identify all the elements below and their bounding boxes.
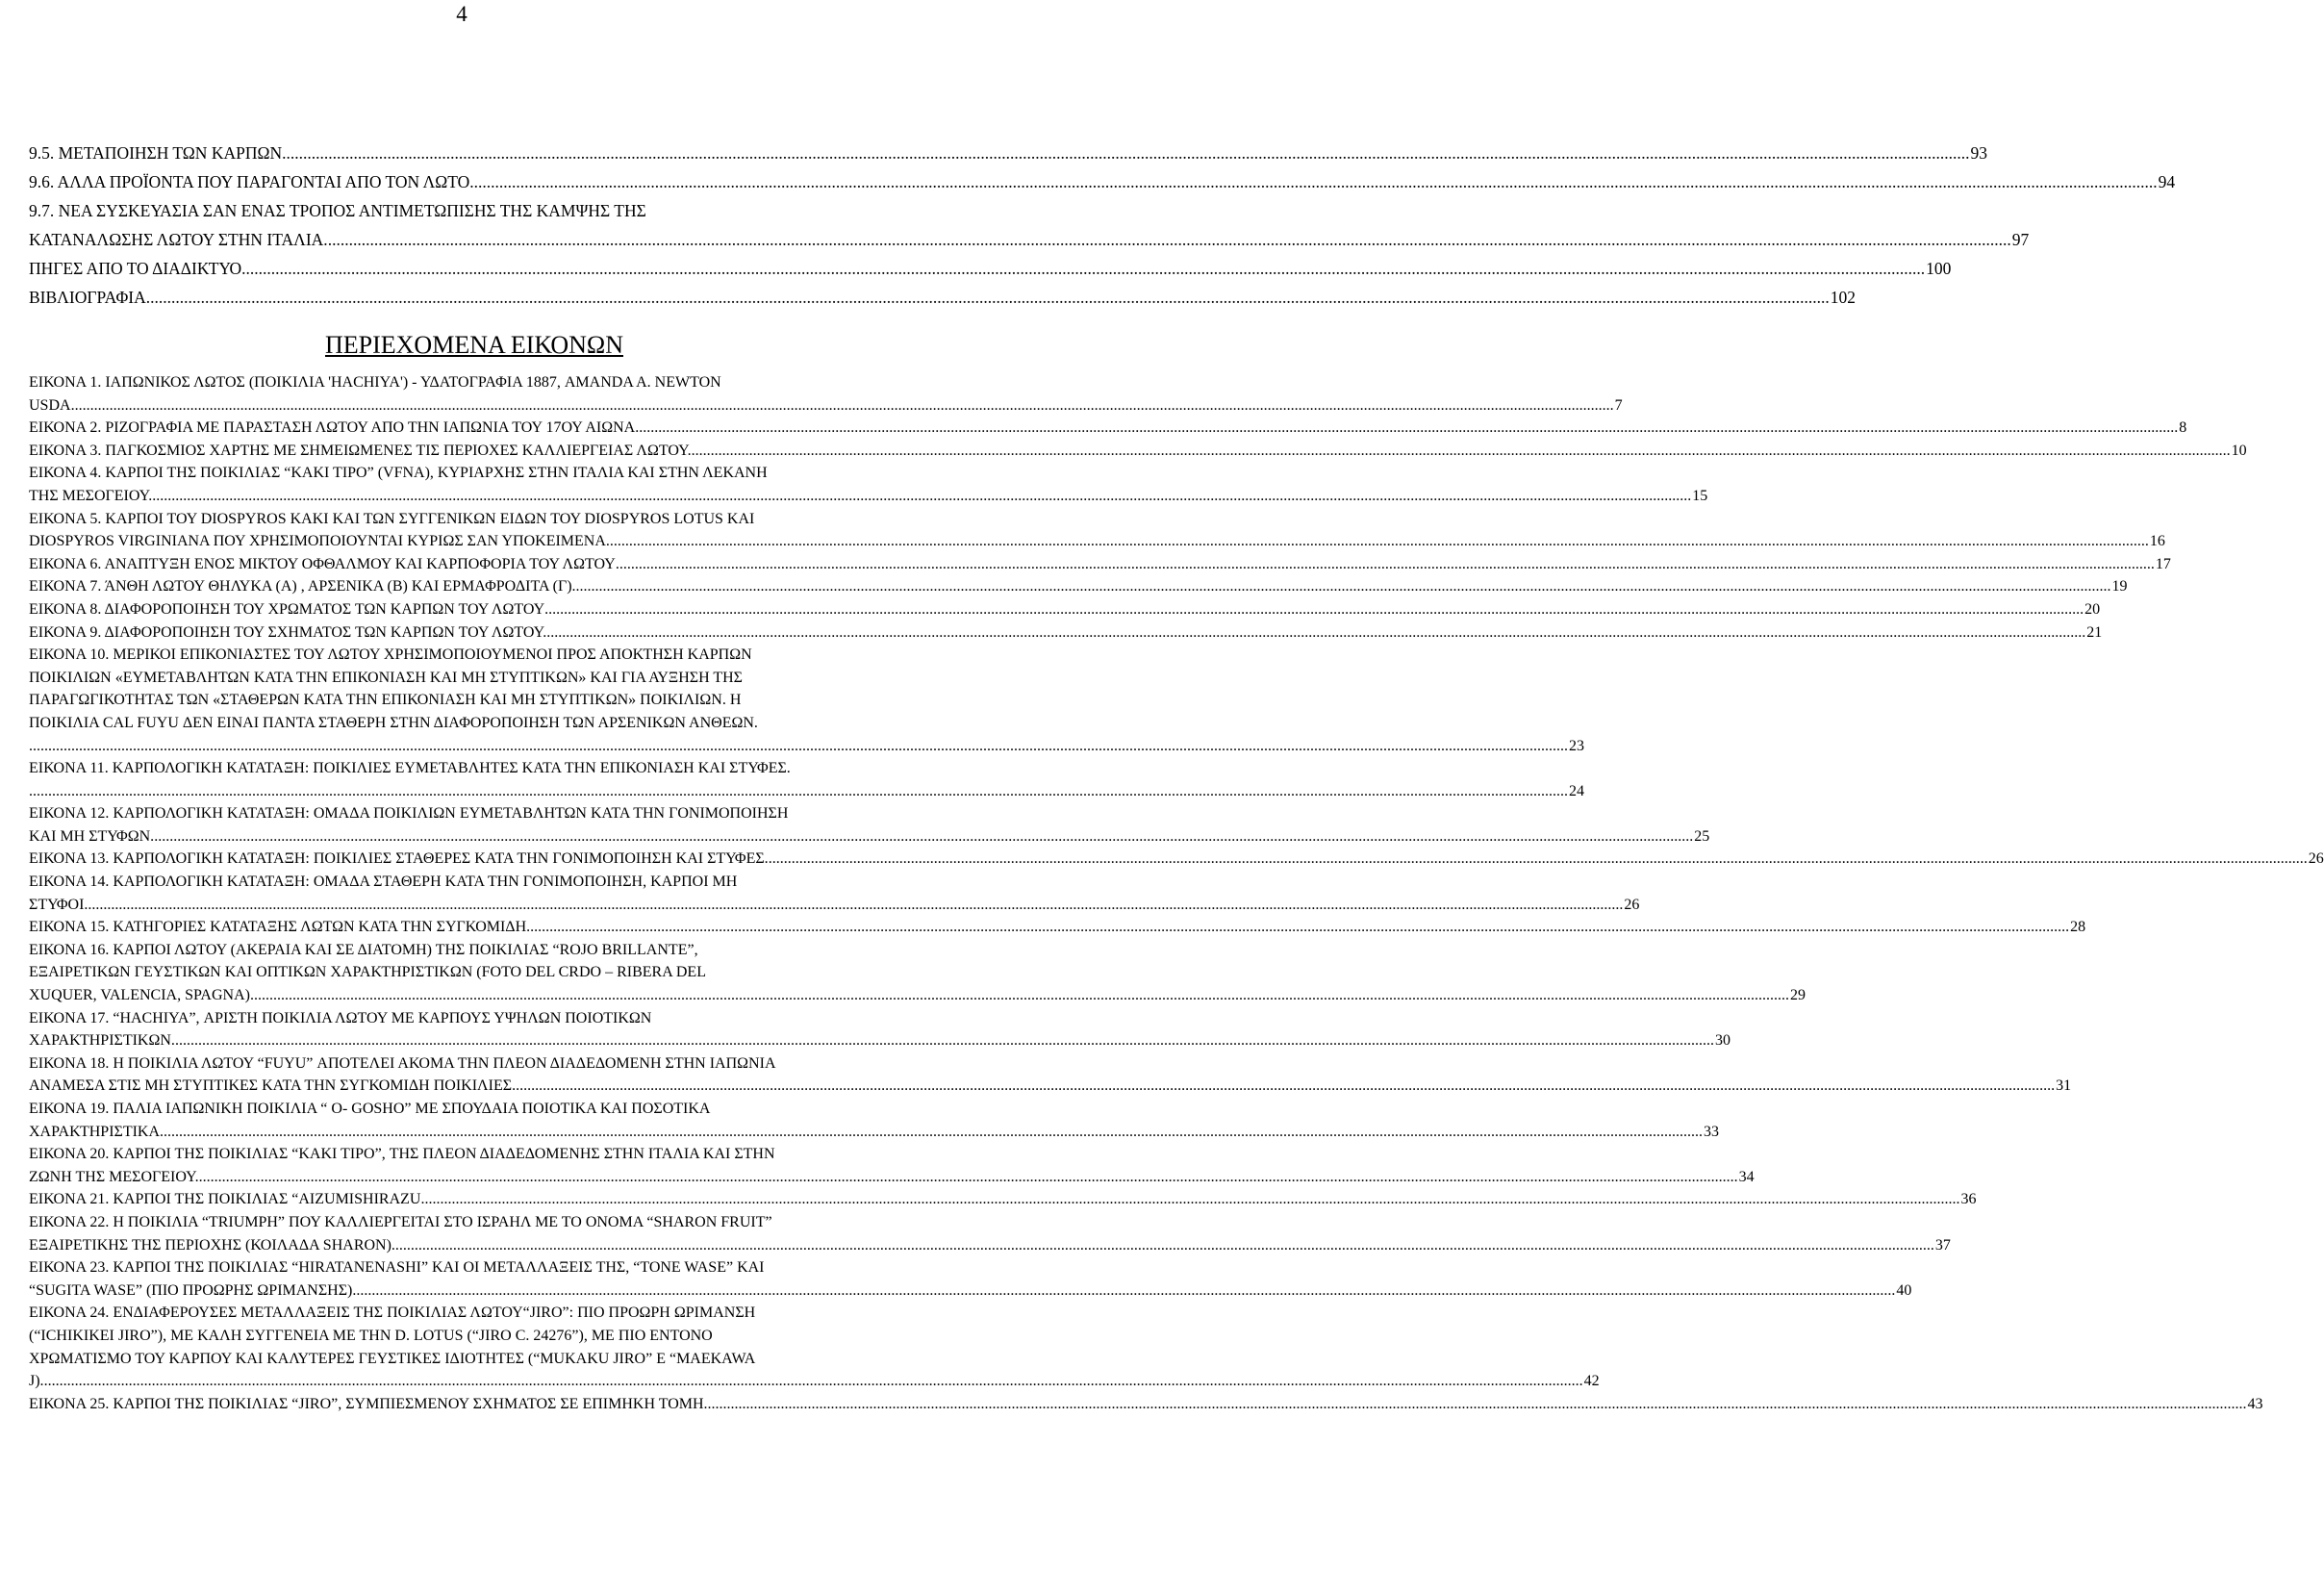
entry-text-line: ΚΑΙ ΜΗ ΣΤΥΦΩΝ.: [29, 827, 155, 845]
entry-text-line: ΒΙΒΛΙΟΓΡΑΦΙΑ: [29, 288, 146, 307]
toc-figure-entry[interactable]: [29, 440, 2247, 463]
entry-text-line: ΕΙΚΟΝΑ 24. ΕΝΔΙΑΦΕΡΟΥΣΕΣ ΜΕΤΑΛΛΑΞΕΙΣ ΤΗΣ ΠΟΙΚΙΛΙΑΣ ΛΩΤΟΥ“JIRO”: ΠΙΟ ΠΡΟΩΡΗ ΩΡΙΜΑΝΣΗ: [29, 1305, 756, 1322]
entry-last-line: [29, 139, 1987, 167]
toc-figure-entry[interactable]: [29, 1302, 1600, 1392]
toc-figure-entry[interactable]: [29, 462, 1708, 507]
toc-figure-entry[interactable]: [29, 575, 2128, 598]
toc-figure-entry[interactable]: [29, 1393, 2263, 1416]
dot-leader: ................................................................................................................................................................................................................................................................................................................................................................................................................: [546, 623, 2086, 641]
entry-text-line: (“ICHIKIKEI JIRO”), ΜΕ ΚΑΛΗ ΣΥΓΓΕΝΕΙΑ ΜΕ ΤΗΝ D. LOTUS (“JIRO C. 24276”), ΜΕ ΠΙΟ ΕΝΤΟΝΟ: [29, 1327, 713, 1344]
toc-figure-entry[interactable]: [29, 1052, 2072, 1098]
page-number: 4: [456, 2, 467, 26]
entry-last-line: [29, 1279, 1912, 1303]
dot-leader: ................................................................................................................................................................................................................................................................................................................................................................................................................: [43, 1373, 1583, 1390]
toc-figure-entry[interactable]: [29, 553, 2171, 576]
dot-leader: ................................................................................................................................................................................................................................................................................................................................................................................................................: [152, 487, 1692, 504]
dot-leader: ................................................................................................................................................................................................................................................................................................................................................................................................................: [707, 1395, 2247, 1412]
entry-page-number: 16: [2149, 533, 2165, 550]
entry-page-number: 29: [1789, 987, 1806, 1004]
entry-page-number: 23: [1569, 737, 1584, 754]
entry-text-line: ΕΙΚΟΝΑ 3. ΠΑΓΚΟΣΜΙΟΣ ΧΑΡΤΗΣ ΜΕ ΣΗΜΕΙΩΜΕΝΕΣ ΤΙΣ ΠΕΡΙΟΧΕΣ ΚΑΛΛΙΕΡΓΕΙΑΣ ΛΩΤΟΥ.: [29, 442, 692, 459]
dot-leader: ................................................................................................................................................................................................................................................................................................................................................................................................................: [84, 896, 1624, 913]
entry-last-line: [29, 780, 1584, 803]
dot-leader: ................................................................................................................................................................................................................................................................................................................................................................................................................: [154, 827, 1694, 845]
entry-page-number: 26: [1624, 896, 1640, 913]
entry-text-line: ΣΤΥΦΟΙ: [29, 896, 85, 913]
entry-page-number: 31: [2056, 1077, 2072, 1095]
dot-leader: ................................................................................................................................................................................................................................................................................................................................................................................................................: [420, 1191, 1960, 1208]
entry-text-line: DIOSPYROS VIRGINIANA ΠΟΥ ΧΡΗΣΙΜΟΠΟΙΟΥΝΤΑΙ ΚΥΡΙΩΣ ΣΑΝ ΥΠΟΚΕΙΜΕΝΑ.: [29, 533, 610, 550]
dot-leader: ................................................................................................................................................................................................................................................................................................................................................................................................................: [327, 230, 2011, 249]
entry-text-line: ΕΞΑΙΡΕΤΙΚΩΝ ΓΕΥΣΤΙΚΩΝ ΚΑΙ ΟΠΤΙΚΩΝ ΧΑΡΑΚΤΗΡΙΣΤΙΚΩΝ (FOTO DEL CRDO – RIBERA DEL: [29, 964, 706, 981]
entry-page-number: 8: [2179, 419, 2187, 437]
entry-last-line: [29, 598, 2101, 621]
entry-page-number: 102: [1830, 288, 1857, 307]
entry-text-line: ΕΙΚΟΝΑ 9. ΔΙΑΦΟΡΟΠΟΙΗΣΗ ΤΟΥ ΣΧΗΜΑΤΟΣ ΤΩΝ ΚΑΡΠΩΝ ΤΟΥ ΛΩΤΟΥ.: [29, 623, 547, 641]
entry-page-number: 19: [2111, 578, 2128, 595]
dot-leader: ................................................................................................................................................................................................................................................................................................................................................................................................................: [544, 600, 2084, 618]
entry-page-number: 26: [2308, 850, 2324, 868]
entry-page-number: 15: [1692, 487, 1708, 504]
toc-figure-entry[interactable]: [29, 1143, 1755, 1188]
entry-last-line: [29, 1121, 1720, 1144]
entry-text-line: ΚΑΤΑΝΑΛΩΣΗΣ ΛΩΤΟΥ ΣΤΗΝ ΙΤΑΛΙΑ.: [29, 230, 328, 249]
entry-text-line: ΧΑΡΑΚΤΗΡΙΣΤΙΚΩΝ.: [29, 1032, 175, 1050]
entry-last-line: [29, 485, 1708, 508]
dot-leader: ................................................................................................................................................................................................................................................................................................................................................................................................................: [29, 737, 1568, 754]
toc-figure-entry[interactable]: [29, 848, 2324, 871]
toc-figure-entry[interactable]: [29, 1211, 1951, 1256]
entry-text-line: ΖΩΝΗ ΤΗΣ ΜΕΣΟΓΕΙΟΥ.: [29, 1168, 199, 1185]
entry-text-line: ΕΙΚΟΝΑ 13. ΚΑΡΠΟΛΟΓΙΚΗ ΚΑΤΑΤΑΞΗ: ΠΟΙΚΙΛΙΕΣ ΣΤΑΘΕΡΕΣ ΚΑΤΑ ΤΗΝ ΓΟΝΙΜΟΠΟΙΗΣΗ ΚΑΙ ΣΤΥΦΕΣ.: [29, 850, 769, 868]
dot-leader: ................................................................................................................................................................................................................................................................................................................................................................................................................: [241, 259, 1926, 278]
entry-text-line: ΕΙΚΟΝΑ 1. ΙΑΠΩΝΙΚΟΣ ΛΩΤΟΣ (ΠΟΙΚΙΛΙΑ 'HACHIYA') - ΥΔΑΤΟΓΡΑΦΙΑ 1887, AMANDA A. NEWTON: [29, 374, 721, 391]
entry-page-number: 34: [1738, 1168, 1755, 1185]
dot-leader: ................................................................................................................................................................................................................................................................................................................................................................................................................: [571, 578, 2111, 595]
toc-figure-entry[interactable]: [29, 939, 1806, 1007]
dot-leader: ................................................................................................................................................................................................................................................................................................................................................................................................................: [286, 143, 1970, 163]
toc-figure-entry[interactable]: [29, 802, 1710, 848]
entry-text-line: ΧΡΩΜΑΤΙΣΜΟ ΤΟΥ ΚΑΡΠΟΥ ΚΑΙ ΚΑΛΥΤΕΡΕΣ ΓΕΥΣΤΙΚΕΣ ΙΔΙΟΤΗΤΕΣ (“MUKAKU JIRO” Ε “MAEKAWA: [29, 1350, 756, 1367]
toc-figure-entry[interactable]: [29, 621, 2103, 645]
dot-leader: ................................................................................................................................................................................................................................................................................................................................................................................................................: [615, 555, 2155, 572]
dot-leader: ................................................................................................................................................................................................................................................................................................................................................................................................................: [609, 533, 2149, 550]
toc-figure-entry[interactable]: [29, 644, 1584, 757]
entry-text-line: ΕΙΚΟΝΑ 16. ΚΑΡΠΟΙ ΛΩΤΟΥ (ΑΚΕΡΑΙΑ ΚΑΙ ΣΕ ΔΙΑΤΟΜΗ) ΤΗΣ ΠΟΙΚΙΛΙΑΣ “ROJO BRILLANTE”,: [29, 941, 698, 958]
entry-last-line: [29, 417, 2187, 440]
dot-leader: ................................................................................................................................................................................................................................................................................................................................................................................................................: [174, 1032, 1714, 1050]
entry-text-line: ΑΝΑΜΕΣΑ ΣΤΙΣ ΜΗ ΣΤΥΠΤΙΚΕΣ ΚΑΤΑ ΤΗΝ ΣΥΓΚΟΜΙΔΗ ΠΟΙΚΙΛΙΕΣ.: [29, 1077, 517, 1095]
entry-text-line: 9.6. ΑΛΛΑ ΠΡΟΪΟΝΤΑ ΠΟΥ ΠΑΡΑΓΟΝΤΑΙ ΑΠΟ ΤΟΝ ΛΩΤΟ.: [29, 172, 474, 191]
entry-page-number: 20: [2084, 600, 2101, 618]
entry-last-line: [29, 254, 1952, 283]
entry-last-line: [29, 225, 2030, 254]
entry-last-line: [29, 530, 2165, 553]
dot-leader: ................................................................................................................................................................................................................................................................................................................................................................................................................: [394, 1236, 1934, 1254]
entry-page-number: 33: [1704, 1123, 1720, 1140]
toc-figure-entry[interactable]: [29, 871, 1640, 916]
toc-figure-entry[interactable]: [29, 1256, 1912, 1302]
toc-figure-entry[interactable]: [29, 1188, 1977, 1211]
toc-chapter-entry[interactable]: [29, 167, 2176, 196]
entry-text-line: ΕΙΚΟΝΑ 8. ΔΙΑΦΟΡΟΠΟΙΗΣΗ ΤΟΥ ΧΡΩΜΑΤΟΣ ΤΩΝ ΚΑΡΠΩΝ ΤΟΥ ΛΩΤΟΥ: [29, 600, 545, 618]
toc-figure-entry[interactable]: [29, 757, 1584, 802]
entry-text-line: ΕΙΚΟΝΑ 12. ΚΑΡΠΟΛΟΓΙΚΗ ΚΑΤΑΤΑΞΗ: ΟΜΑΔΑ ΠΟΙΚΙΛΙΩΝ ΕΥΜΕΤΑΒΛΗΤΩΝ ΚΑΤΑ ΤΗΝ ΓΟΝΙΜΟΠΟΙΗΣΗ: [29, 805, 789, 823]
toc-figure-entry[interactable]: [29, 508, 2165, 553]
entry-text-line: XUQUER, VALENCIA, SPAGNA): [29, 987, 250, 1004]
dot-leader: ................................................................................................................................................................................................................................................................................................................................................................................................................: [530, 919, 2070, 936]
entry-last-line: [29, 1029, 1730, 1052]
entry-text-line: ΕΙΚΟΝΑ 22. Η ΠΟΙΚΙΛΙΑ “TRIUMPH” ΠΟΥ ΚΑΛΛΙΕΡΓΕΙΤΑΙ ΣΤΟ ΙΣΡΑΗΛ ΜΕ ΤΟ ΟΝΟΜΑ “SHARON FRUIT”: [29, 1213, 772, 1230]
entry-page-number: 93: [1970, 143, 1987, 163]
entry-last-line: [29, 440, 2247, 463]
toc-figure-entry[interactable]: [29, 417, 2187, 440]
entry-text-line: ΕΙΚΟΝΑ 15. ΚΑΤΗΓΟΡΙΕΣ ΚΑΤΑΤΑΞΗΣ ΛΩΤΩΝ ΚΑΤΑ ΤΗΝ ΣΥΓΚΟΜΙΔΗ.: [29, 919, 531, 936]
figure-list: [29, 371, 2324, 1415]
table-of-contents: [29, 139, 2324, 1415]
entry-text-line: ΕΙΚΟΝΑ 21. ΚΑΡΠΟΙ ΤΗΣ ΠΟΙΚΙΛΙΑΣ “AIZUMISHIRAZU: [29, 1191, 421, 1208]
entry-text-line: ΕΙΚΟΝΑ 25. ΚΑΡΠΟΙ ΤΗΣ ΠΟΙΚΙΛΙΑΣ “JIRO”, ΣΥΜΠΙΕΣΜΕΝΟΥ ΣΧΗΜΑΤΟΣ ΣΕ ΕΠΙΜΗΚΗ ΤΟΜΗ.: [29, 1395, 708, 1412]
entry-text-line: ΕΙΚΟΝΑ 7. ΆΝΘΗ ΛΩΤΟΥ ΘΗΛΥΚΑ (Α) , ΑΡΣΕΝΙΚΑ (Β) ΚΑΙ ΕΡΜΑΦΡΟΔΙΤΑ (Γ): [29, 578, 572, 595]
entry-last-line: [29, 1166, 1755, 1189]
entry-last-line: [29, 1234, 1951, 1257]
entry-last-line: [29, 1370, 1600, 1393]
entry-last-line: [29, 984, 1806, 1007]
entry-page-number: 36: [1960, 1191, 1977, 1208]
entry-text-line: ΕΙΚΟΝΑ 11. ΚΑΡΠΟΛΟΓΙΚΗ ΚΑΤΑΤΑΞΗ: ΠΟΙΚΙΛΙΕΣ ΕΥΜΕΤΑΒΛΗΤΕΣ ΚΑΤΑ ΤΗΝ ΕΠΙΚΟΝΙΑΣΗ ΚΑΙ ΣΤΥΦΕΣ.: [29, 760, 791, 777]
dot-leader: ................................................................................................................................................................................................................................................................................................................................................................................................................: [29, 782, 1568, 799]
entry-page-number: 28: [2070, 919, 2086, 936]
entry-page-number: 40: [1896, 1281, 1912, 1299]
dot-leader: ................................................................................................................................................................................................................................................................................................................................................................................................................: [473, 172, 2158, 191]
entry-page-number: 100: [1926, 259, 1952, 278]
dot-leader: ................................................................................................................................................................................................................................................................................................................................................................................................................: [198, 1168, 1738, 1185]
entry-text-line: ΕΙΚΟΝΑ 23. ΚΑΡΠΟΙ ΤΗΣ ΠΟΙΚΙΛΙΑΣ “HIRATANENASHI” ΚΑΙ ΟΙ ΜΕΤΑΛΛΑΞΕΙΣ ΤΗΣ, “TONE WASE” ΚΑΙ: [29, 1259, 765, 1277]
entry-page-number: 42: [1583, 1373, 1600, 1390]
entry-last-line: [29, 1393, 2263, 1416]
entry-page-number: 21: [2086, 623, 2103, 641]
entry-last-line: [29, 394, 1623, 418]
entry-page-number: 17: [2155, 555, 2171, 572]
toc-chapter-entry[interactable]: [29, 139, 1987, 167]
entry-text-line: ΕΙΚΟΝΑ 4. ΚΑΡΠΟΙ ΤΗΣ ΠΟΙΚΙΛΙΑΣ “KAKI TIPO” (VFNA), ΚΥΡΙΑΡΧΗΣ ΣΤΗΝ ΙΤΑΛΙΑ ΚΑΙ ΣΤΗΝ ΛΕΚΑΝΗ: [29, 465, 768, 482]
dot-leader: ................................................................................................................................................................................................................................................................................................................................................................................................................: [249, 987, 1789, 1004]
entry-last-line: [29, 825, 1710, 849]
entry-text-line: ΕΙΚΟΝΑ 17. “HACHIYA”, ΑΡΙΣΤΗ ΠΟΙΚΙΛΙΑ ΛΩΤΟΥ ΜΕ ΚΑΡΠΟΥΣ ΥΨΗΛΩΝ ΠΟΙΟΤΙΚΩΝ: [29, 1009, 652, 1026]
entry-text-line: ΕΙΚΟΝΑ 14. ΚΑΡΠΟΛΟΓΙΚΗ ΚΑΤΑΤΑΞΗ: ΟΜΑΔΑ ΣΤΑΘΕΡΗ ΚΑΤΑ ΤΗΝ ΓΟΝΙΜΟΠΟΙΗΣΗ, ΚΑΡΠΟΙ ΜΗ: [29, 874, 738, 891]
figures-heading: ΠΕΡΙΕΧΟΜΕΝΑ ΕΙΚΟΝΩΝ: [324, 331, 623, 359]
entry-last-line: [29, 167, 2176, 196]
entry-text-line: ΤΗΣ ΜΕΣΟΓΕΙΟΥ.: [29, 487, 153, 504]
dot-leader: ................................................................................................................................................................................................................................................................................................................................................................................................................: [145, 288, 1830, 307]
toc-figure-entry[interactable]: [29, 916, 2086, 939]
entry-text-line: ΠΟΙΚΙΛΙΑ CAL FUYU ΔΕΝ ΕΙΝΑΙ ΠΑΝΤΑ ΣΤΑΘΕΡΗ ΣΤΗΝ ΔΙΑΦΟΡΟΠΟΙΗΣΗ ΤΩΝ ΑΡΣΕΝΙΚΩΝ ΑΝΘΕΩΝ.: [29, 714, 758, 731]
chapter-list: [29, 139, 2176, 312]
entry-last-line: [29, 1188, 1977, 1211]
toc-figure-entry[interactable]: [29, 1098, 1720, 1143]
entry-page-number: 10: [2231, 442, 2247, 459]
toc-figure-entry[interactable]: [29, 371, 1623, 417]
entry-text-line: ΠΑΡΑΓΩΓΙΚΟΤΗΤΑΣ ΤΩΝ «ΣΤΑΘΕΡΩΝ ΚΑΤΑ ΤΗΝ ΕΠΙΚΟΝΙΑΣΗ ΚΑΙ ΜΗ ΣΤΥΠΤΙΚΩΝ» ΠΟΙΚΙΛΙΩΝ. Η: [29, 692, 742, 709]
entry-last-line: [29, 621, 2103, 645]
dot-leader: ................................................................................................................................................................................................................................................................................................................................................................................................................: [74, 396, 1614, 414]
entry-page-number: 30: [1714, 1032, 1730, 1050]
entry-text-line: ΧΑΡΑΚΤΗΡΙΣΤΙΚΑ.: [29, 1123, 164, 1140]
toc-chapter-entry[interactable]: [29, 196, 2030, 254]
entry-text-line: ΠΗΓΕΣ ΑΠΟ ΤΟ ΔΙΑΔΙΚΤΥΟ: [29, 259, 242, 278]
entry-page-number: 25: [1694, 827, 1710, 845]
entry-page-number: 7: [1614, 396, 1623, 414]
dot-leader: ................................................................................................................................................................................................................................................................................................................................................................................................................: [516, 1077, 2056, 1095]
entry-last-line: [29, 848, 2324, 871]
entry-text-line: ΕΙΚΟΝΑ 6. ΑΝΑΠΤΥΞΗ ΕΝΟΣ ΜΙΚΤΟΥ ΟΦΘΑΛΜΟΥ ΚΑΙ ΚΑΡΠΟΦΟΡΙΑ ΤΟΥ ΛΩΤΟΥ: [29, 555, 616, 572]
toc-chapter-entry[interactable]: [29, 283, 1857, 312]
dot-leader: ................................................................................................................................................................................................................................................................................................................................................................................................................: [639, 419, 2179, 437]
entry-text-line: J).: [29, 1373, 44, 1390]
entry-page-number: 94: [2158, 172, 2176, 191]
entry-text-line: ΕΙΚΟΝΑ 2. ΡΙΖΟΓΡΑΦΙΑ ΜΕ ΠΑΡΑΣΤΑΣΗ ΛΩΤΟΥ ΑΠΟ ΤΗΝ ΙΑΠΩΝΙΑ ΤΟΥ 17ΟΥ ΑΙΩΝΑ.: [29, 419, 640, 437]
entry-text-line: “SUGITA WASE” (ΠΙΟ ΠΡΟΩΡΗΣ ΩΡΙΜΑΝΣΗΣ).: [29, 1281, 357, 1299]
dot-leader: ................................................................................................................................................................................................................................................................................................................................................................................................................: [164, 1123, 1704, 1140]
entry-page-number: 43: [2247, 1395, 2263, 1412]
entry-last-line: [29, 1075, 2072, 1098]
entry-text-line: USDA.: [29, 396, 75, 414]
entry-last-line: [29, 553, 2171, 576]
entry-text-line: ΕΞΑΙΡΕΤΙΚΗΣ ΤΗΣ ΠΕΡΙΟΧΗΣ (ΚΟΙΛΑΔΑ SHARON).: [29, 1236, 395, 1254]
entry-last-line: [29, 894, 1640, 917]
entry-last-line: [29, 916, 2086, 939]
entry-text-line: ΕΙΚΟΝΑ 19. ΠΑΛΙΑ ΙΑΠΩΝΙΚΗ ΠΟΙΚΙΛΙΑ “ O- GOSHO” ΜΕ ΣΠΟΥΔΑΙΑ ΠΟΙΟΤΙΚΑ ΚΑΙ ΠΟΣΟΤΙΚΑ: [29, 1101, 711, 1117]
entry-text-line: ΠΟΙΚΙΛΙΩΝ «ΕΥΜΕΤΑΒΛΗΤΩΝ ΚΑΤΑ ΤΗΝ ΕΠΙΚΟΝΙΑΣΗ ΚΑΙ ΜΗ ΣΤΥΠΤΙΚΩΝ» ΚΑΙ ΓΙΑ ΑΥΞΗΣΗ ΤΗΣ: [29, 669, 743, 686]
entry-last-line: [29, 283, 1857, 312]
entry-text-line: 9.7. ΝΕΑ ΣΥΣΚΕΥΑΣΙΑ ΣΑΝ ΕΝΑΣ ΤΡΟΠΟΣ ΑΝΤΙΜΕΤΩΠΙΣΗΣ ΤΗΣ ΚΑΜΨΗΣ ΤΗΣ: [29, 201, 646, 220]
entry-last-line: [29, 735, 1584, 758]
toc-figure-entry[interactable]: [29, 1007, 1730, 1052]
entry-page-number: 24: [1569, 782, 1584, 799]
entry-text-line: ΕΙΚΟΝΑ 18. Η ΠΟΙΚΙΛΙΑ ΛΩΤΟΥ “FUYU” ΑΠΟΤΕΛΕΙ ΑΚΟΜΑ ΤΗΝ ΠΛΕΟΝ ΔΙΑΔΕΔΟΜΕΝΗ ΣΤΗΝ ΙΑΠΩΝΙΑ: [29, 1054, 776, 1072]
entry-page-number: 37: [1934, 1236, 1951, 1254]
entry-text-line: ΕΙΚΟΝΑ 10. ΜΕΡΙΚΟΙ ΕΠΙΚΟΝΙΑΣΤΕΣ ΤΟΥ ΛΩΤΟΥ ΧΡΗΣΙΜΟΠΟΙΟΥΜΕΝΟΙ ΠΡΟΣ ΑΠΟΚΤΗΣΗ ΚΑΡΠΩΝ: [29, 646, 752, 664]
dot-leader: ................................................................................................................................................................................................................................................................................................................................................................................................................: [356, 1281, 1896, 1299]
dot-leader: ................................................................................................................................................................................................................................................................................................................................................................................................................: [691, 442, 2231, 459]
entry-text-line: 9.5. ΜΕΤΑΠΟΙΗΣΗ ΤΩΝ ΚΑΡΠΩΝ.: [29, 143, 287, 163]
entry-text-line: ΕΙΚΟΝΑ 5. ΚΑΡΠΟΙ ΤΟΥ DIOSPYROS KAKI ΚΑΙ ΤΩΝ ΣΥΓΓΕΝΙΚΩΝ ΕΙΔΩΝ ΤΟΥ DIOSPYROS LOTUS ΚΑΙ: [29, 510, 755, 527]
toc-figure-entry[interactable]: [29, 598, 2101, 621]
entry-page-number: 97: [2011, 230, 2030, 249]
entry-text-line: ΕΙΚΟΝΑ 20. ΚΑΡΠΟΙ ΤΗΣ ΠΟΙΚΙΛΙΑΣ “KAKI TIPO”, ΤΗΣ ΠΛΕΟΝ ΔΙΑΔΕΔΟΜΕΝΗΣ ΣΤΗΝ ΙΤΑΛΙΑ ΚΑΙ ΣΤΗΝ: [29, 1146, 775, 1163]
toc-chapter-entry[interactable]: [29, 254, 1952, 283]
entry-last-line: [29, 575, 2128, 598]
dot-leader: ................................................................................................................................................................................................................................................................................................................................................................................................................: [768, 850, 2308, 868]
